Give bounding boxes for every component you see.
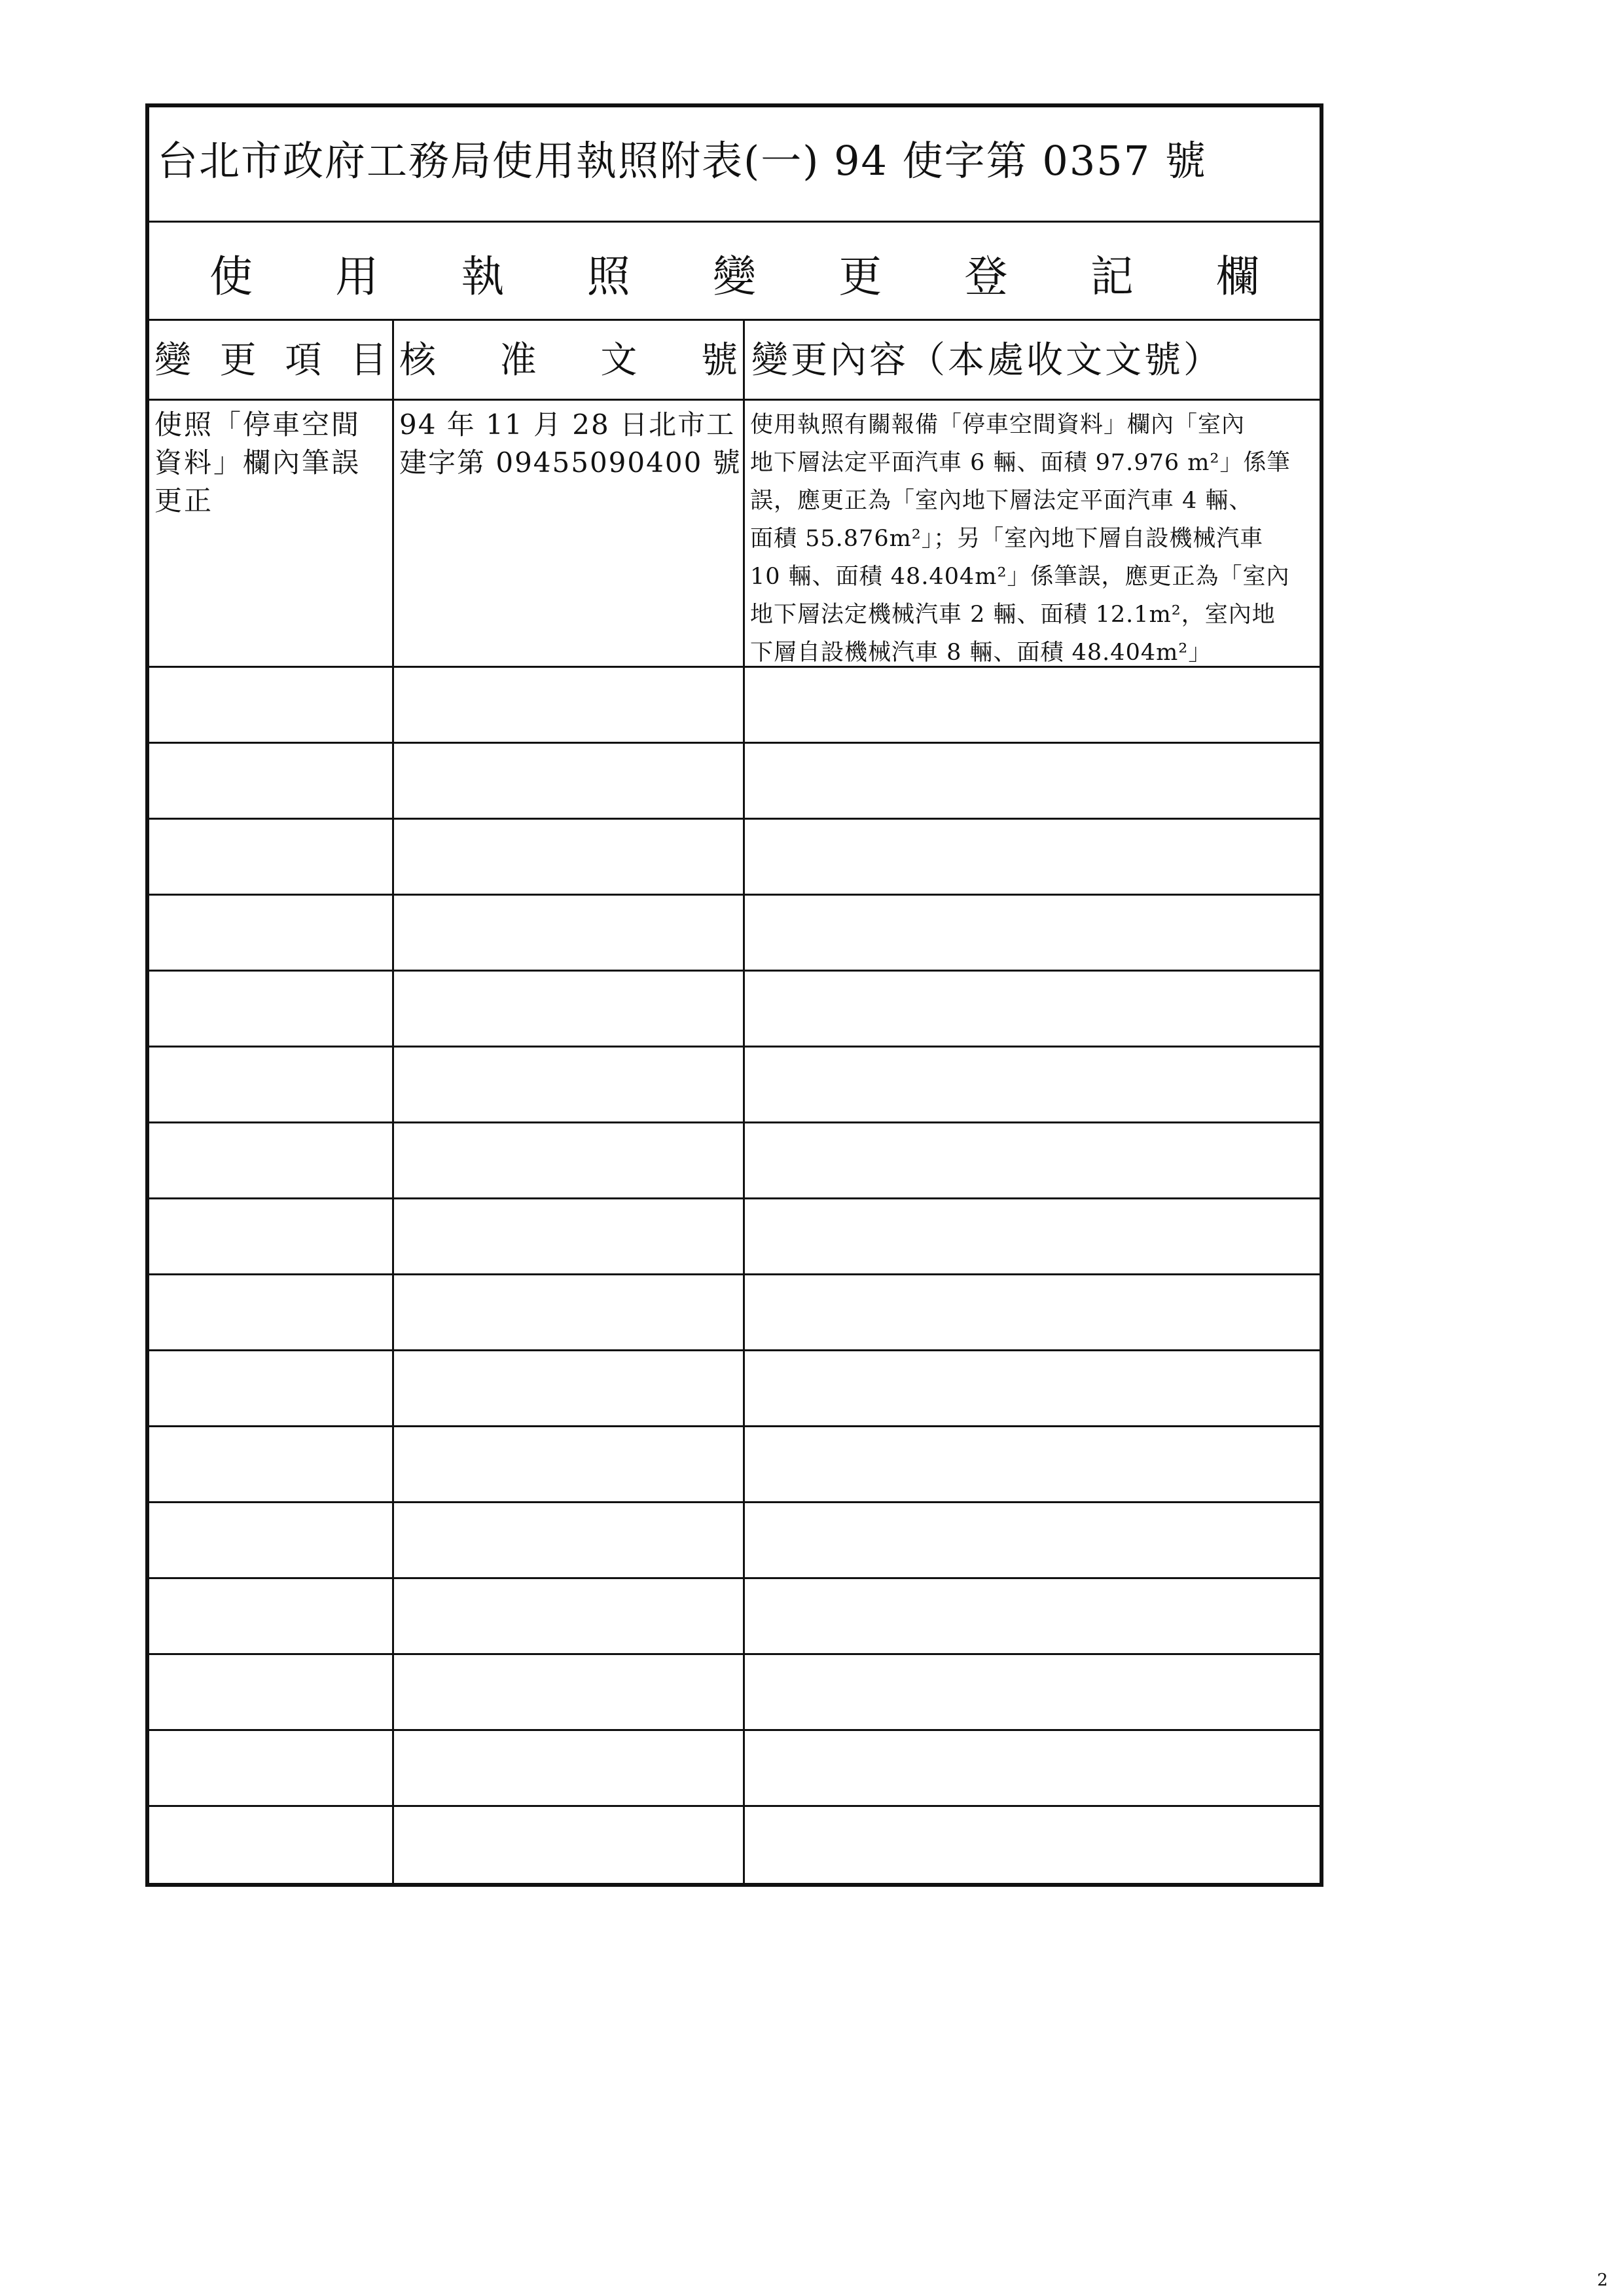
blank-cell xyxy=(394,1351,745,1425)
header-char: 核 xyxy=(399,339,436,382)
blank-cell xyxy=(745,668,1320,742)
blank-cell xyxy=(394,1123,745,1197)
blank-cell xyxy=(149,1048,394,1121)
blank-table-row xyxy=(149,1123,1320,1199)
blank-cell xyxy=(745,1503,1320,1577)
blank-cell xyxy=(149,1807,394,1887)
blank-cell xyxy=(745,744,1320,818)
blank-cell xyxy=(745,1731,1320,1805)
header-change-content xyxy=(745,321,1320,399)
blank-cell xyxy=(149,896,394,970)
blank-table-row xyxy=(149,744,1320,820)
title-row xyxy=(149,107,1320,223)
change-item-line: 更正 xyxy=(154,484,214,517)
blank-table-row xyxy=(149,1351,1320,1427)
blank-cell xyxy=(149,1351,394,1425)
approval-number-cell xyxy=(394,401,745,666)
blank-table-row xyxy=(149,820,1320,896)
blank-cell xyxy=(745,896,1320,970)
section-title xyxy=(209,246,1259,302)
blank-table-row xyxy=(149,1655,1320,1731)
section-title-char: 欄 xyxy=(1216,251,1259,302)
approval-line: 94 年 11 月 28 日北市工 xyxy=(399,409,736,441)
blank-cell xyxy=(394,896,745,970)
blank-cell xyxy=(149,972,394,1046)
blank-cell xyxy=(394,668,745,742)
blank-cell xyxy=(149,1731,394,1805)
blank-cell xyxy=(149,1503,394,1577)
blank-cell xyxy=(745,1275,1320,1349)
blank-table-row xyxy=(149,668,1320,744)
content-line: 誤，應更正為「室內地下層法定平面汽車 4 輛、 xyxy=(750,488,1253,514)
header-char: 准 xyxy=(499,339,537,382)
change-item-line: 使照「停車空間 xyxy=(154,409,361,441)
blank-table-row xyxy=(149,896,1320,972)
section-title-row xyxy=(149,223,1320,321)
blank-cell xyxy=(745,1655,1320,1729)
blank-cell xyxy=(394,1579,745,1653)
change-item-line: 資料」欄內筆誤 xyxy=(154,446,361,479)
section-title-char: 執 xyxy=(461,251,505,302)
header-char: 更 xyxy=(219,339,257,382)
blank-cell xyxy=(149,1579,394,1653)
blank-table-row xyxy=(149,972,1320,1048)
section-title-char: 更 xyxy=(838,251,882,302)
blank-table-row xyxy=(149,1048,1320,1123)
header-approval-number xyxy=(394,321,745,399)
blank-cell xyxy=(745,1579,1320,1653)
blank-cell xyxy=(394,1731,745,1805)
blank-cell xyxy=(394,1807,745,1887)
blank-cell xyxy=(394,1427,745,1501)
column-header-row xyxy=(149,321,1320,401)
blank-cell xyxy=(394,744,745,818)
blank-table-row xyxy=(149,1275,1320,1351)
blank-cell xyxy=(745,1199,1320,1273)
header-char: 文 xyxy=(600,339,638,382)
section-title-char: 照 xyxy=(586,251,630,302)
header-char: 項 xyxy=(285,339,322,382)
blank-table-row xyxy=(149,1579,1320,1655)
blank-cell xyxy=(149,1123,394,1197)
blank-cell xyxy=(394,972,745,1046)
blank-cell xyxy=(394,1275,745,1349)
blank-cell xyxy=(149,1427,394,1501)
blank-cell xyxy=(394,1199,745,1273)
content-line: 地下層法定平面汽車 6 輛、面積 97.976 m²」係筆 xyxy=(750,450,1291,476)
change-item-cell xyxy=(149,401,394,666)
blank-table-row xyxy=(149,1807,1320,1887)
blank-cell xyxy=(149,1199,394,1273)
blank-cell xyxy=(149,820,394,894)
section-title-char: 登 xyxy=(964,251,1008,302)
document-title: 台北市政府工務局使用執照附表(一) 94 使字第 0357 號 xyxy=(157,137,1207,185)
blank-cell xyxy=(149,668,394,742)
content-line: 使用執照有關報備「停車空間資料」欄內「室內 xyxy=(750,412,1246,438)
blank-cell xyxy=(745,1807,1320,1887)
section-title-char: 用 xyxy=(335,251,379,302)
blank-cell xyxy=(745,1048,1320,1121)
blank-cell xyxy=(745,820,1320,894)
page-number: 2 xyxy=(1597,2270,1608,2290)
header-char: 變 xyxy=(154,339,191,382)
blank-table-row xyxy=(149,1427,1320,1503)
blank-cell xyxy=(149,744,394,818)
section-title-char: 變 xyxy=(713,251,756,302)
blank-cell xyxy=(394,1655,745,1729)
blank-cell xyxy=(745,972,1320,1046)
blank-cell xyxy=(745,1123,1320,1197)
header-change-content-label: 變更內容（本處收文文號） xyxy=(751,339,1223,382)
content-line: 下層自設機械汽車 8 輛、面積 48.404m²」 xyxy=(750,640,1212,666)
content-line: 10 輛、面積 48.404m²」係筆誤，應更正為「室內 xyxy=(750,564,1290,590)
table-row xyxy=(149,401,1320,668)
content-line: 面積 55.876m²」；另「室內地下層自設機械汽車 xyxy=(750,526,1264,552)
section-title-char: 使 xyxy=(209,251,253,302)
approval-line: 建字第 09455090400 號 xyxy=(399,446,742,479)
blank-rows xyxy=(149,668,1320,1887)
header-change-item xyxy=(149,321,394,399)
blank-table-row xyxy=(149,1731,1320,1807)
blank-cell xyxy=(394,1503,745,1577)
blank-table-row xyxy=(149,1503,1320,1579)
blank-cell xyxy=(149,1275,394,1349)
blank-cell xyxy=(394,1048,745,1121)
content-line: 地下層法定機械汽車 2 輛、面積 12.1m²，室內地 xyxy=(750,602,1276,628)
change-content-cell xyxy=(745,401,1320,666)
blank-cell xyxy=(745,1351,1320,1425)
blank-cell xyxy=(149,1655,394,1729)
header-char: 號 xyxy=(700,339,738,382)
header-char: 目 xyxy=(350,339,387,382)
blank-table-row xyxy=(149,1199,1320,1275)
blank-cell xyxy=(394,820,745,894)
license-change-table xyxy=(145,103,1323,1887)
blank-cell xyxy=(745,1427,1320,1501)
section-title-char: 記 xyxy=(1090,251,1134,302)
